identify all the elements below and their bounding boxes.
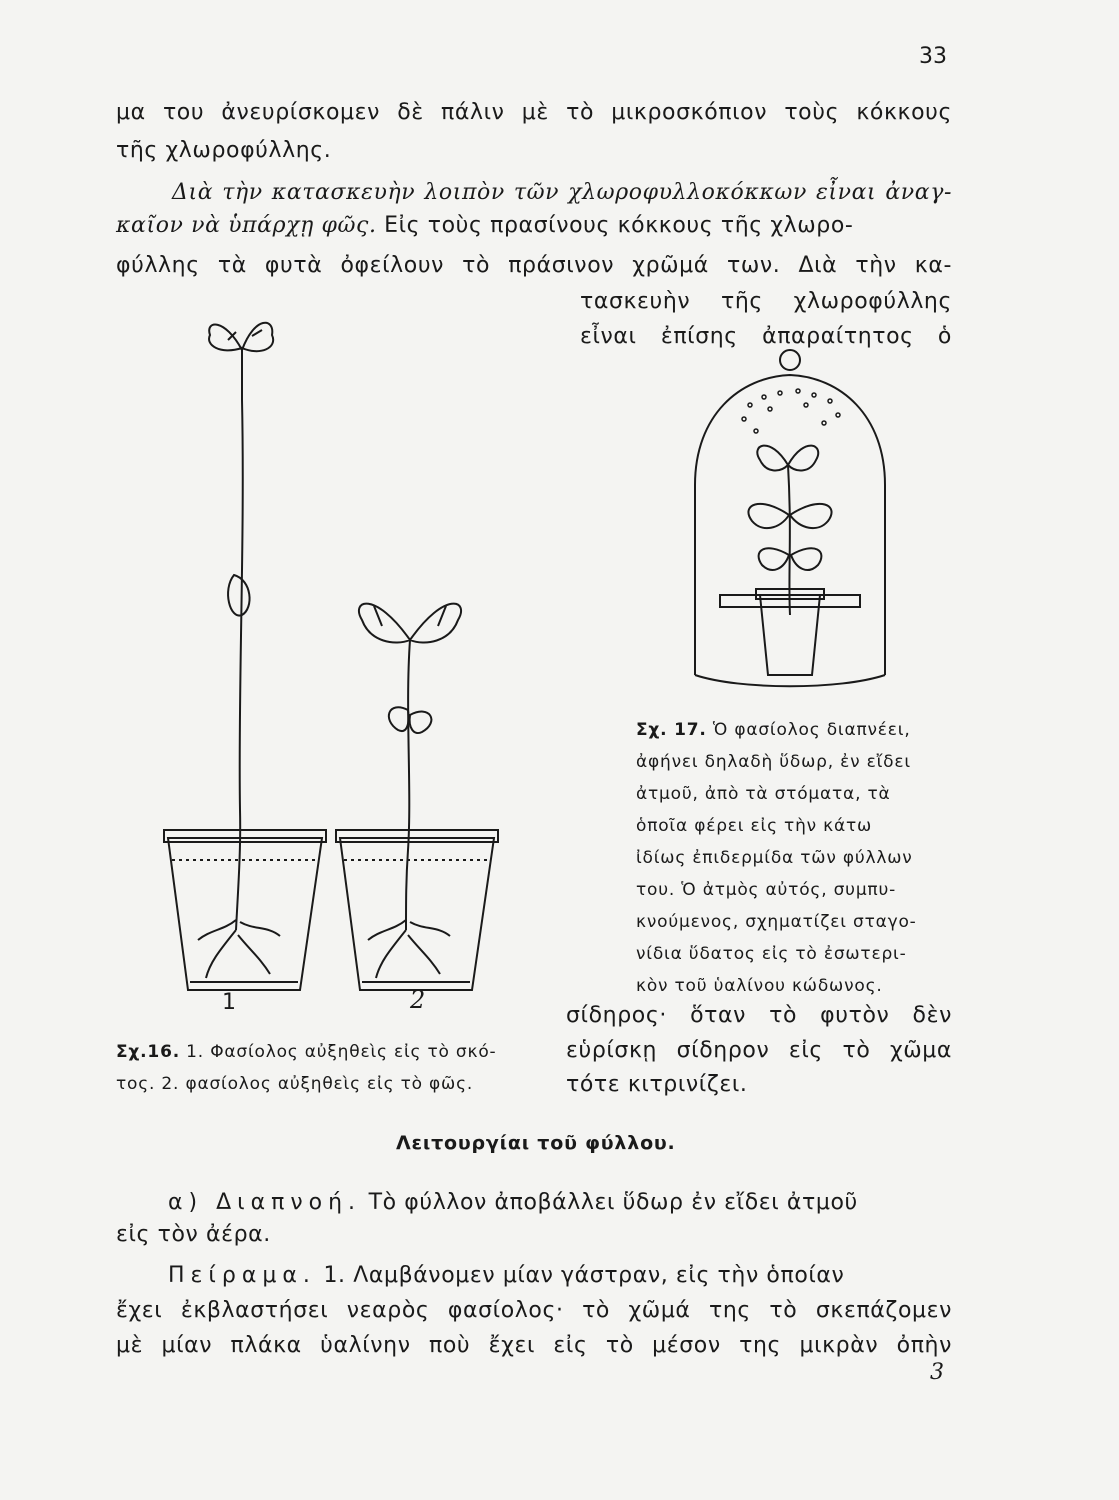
condensation-droplets [742, 389, 840, 433]
figure-17-caption-line-7: κνούμενος, σχηματίζει σταγο- [636, 912, 917, 932]
figure-17-caption-line-9: κὸν τοῦ ὑαλίνου κώδωνος. [636, 976, 883, 996]
figure-17-illustration [680, 345, 950, 695]
bell-jar-knob [780, 350, 800, 370]
plant-2-leaves [359, 604, 461, 643]
pot-2 [336, 830, 498, 990]
paragraph-peirama-line-2: ἔχει ἐκβλαστήσει νεαρὸς φασίολος· τὸ χῶμά της τὸ σκεπάζομεν [116, 1298, 952, 1323]
figure-17-caption-line-5: ἰδίως ἐπιδερμίδα τῶν φύλλων [636, 848, 913, 868]
figure-17-caption-text-1: Ὁ φασίολος διαπνέει, [712, 720, 911, 740]
body-line-4 [116, 213, 952, 238]
plant-1-leaves [209, 323, 273, 400]
figure-16-illustration [150, 290, 510, 1010]
plant-2-cotyledons [389, 707, 432, 733]
footer-signature-mark: 3 [930, 1360, 944, 1385]
figure-17-caption-line-6: του. Ὁ ἀτμὸς αὐτός, συμπυ- [636, 880, 897, 900]
page-number: 33 [919, 44, 947, 69]
body-line-4-italic: καῖον νὰ ὑπάρχῃ φῶς. [116, 213, 377, 238]
figure-17-caption-line-1 [636, 720, 911, 740]
plant-1-cotyledon [228, 575, 249, 616]
body-line-7: εἶναι ἐπίσης ἀπαραίτητος ὁ [580, 324, 952, 349]
figure-17-caption-line-8: νίδια ὕδατος εἰς τὸ ἐσωτερι- [636, 944, 907, 964]
pot-1 [164, 830, 326, 990]
body-line-9: εὑρίσκῃ σίδηρον εἰς τὸ χῶμα [566, 1038, 952, 1063]
figure-16-caption-text-1: 1. Φασίολος αὐξηθεὶς εἰς τὸ σκό- [186, 1042, 497, 1062]
body-line-10: τότε κιτρινίζει. [566, 1072, 748, 1097]
paragraph-diapnoi-cont: εἰς τὸν ἀέρα. [116, 1222, 271, 1247]
diapnoi-label: α) Διαπνοή. [168, 1190, 362, 1215]
plant-2-stem [406, 640, 410, 930]
plant-1-stem [236, 400, 243, 930]
body-line-5: φύλλης τὰ φυτὰ ὀφείλουν τὸ πράσινον χρῶμά των. Διὰ τὴν κα- [116, 253, 952, 278]
paragraph-diapnoi [168, 1190, 952, 1215]
body-line-1: μα του ἀνευρίσκομεν δὲ πάλιν μὲ τὸ μικροσκόπιον τοὺς κόκκους [116, 100, 952, 125]
body-line-3-italic: Διὰ τὴν κατασκευὴν λοιπὸν τῶν χλωροφυλλοκόκκων εἶναι ἀναγ- [172, 180, 952, 205]
bell-jar-base [695, 675, 885, 686]
paragraph-peirama-line-3: μὲ μίαν πλάκα ὑαλίνην ποὺ ἔχει εἰς τὸ μέσον της μικρὰν ὀπὴν [116, 1333, 952, 1358]
figure-16-label-1: 1 [222, 990, 236, 1015]
peirama-label: Πείραμα. [168, 1263, 316, 1288]
plant-stem [788, 465, 790, 615]
figure-17-caption-line-3: ἀτμοῦ, ἀπὸ τὰ στόματα, τὰ [636, 784, 891, 804]
figure-16-caption-line-1 [116, 1042, 496, 1062]
figure-17-caption-number: Σχ. 17. [636, 720, 707, 740]
body-line-6: τασκευὴν τῆς χλωροφύλλης [580, 289, 952, 314]
body-line-8: σίδηρος· ὅταν τὸ φυτὸν δὲν [566, 1003, 952, 1028]
pot-1-roots [198, 920, 280, 978]
peirama-text: 1. Λαμβάνομεν μίαν γάστραν, εἰς τὴν ὁποίαν [323, 1263, 845, 1288]
figure-17-caption-line-4: ὁποῖα φέρει εἰς τὴν κάτω [636, 816, 873, 836]
figure-16-label-2: 2 [410, 986, 426, 1014]
figure-17-caption-line-2: ἀφήνει δηλαδὴ ὕδωρ, ἐν εἴδει [636, 752, 911, 772]
pot-2-roots [368, 920, 450, 978]
figure-16-caption-number: Σχ.16. [116, 1042, 180, 1062]
diapnoi-text: Τὸ φύλλον ἀποβάλλει ὕδωρ ἐν εἴδει ἀτμοῦ [368, 1190, 858, 1215]
figure-16-caption-line-2: τος. 2. φασίολος αὐξηθεὶς εἰς τὸ φῶς. [116, 1074, 474, 1094]
section-heading: Λειτουργίαι τοῦ φύλλου. [396, 1132, 676, 1154]
body-line-2: τῆς χλωροφύλλης. [116, 138, 332, 163]
body-line-4-rest: Εἰς τοὺς πρασίνους κόκκους τῆς χλωρο- [384, 213, 854, 238]
paragraph-peirama [168, 1263, 952, 1288]
